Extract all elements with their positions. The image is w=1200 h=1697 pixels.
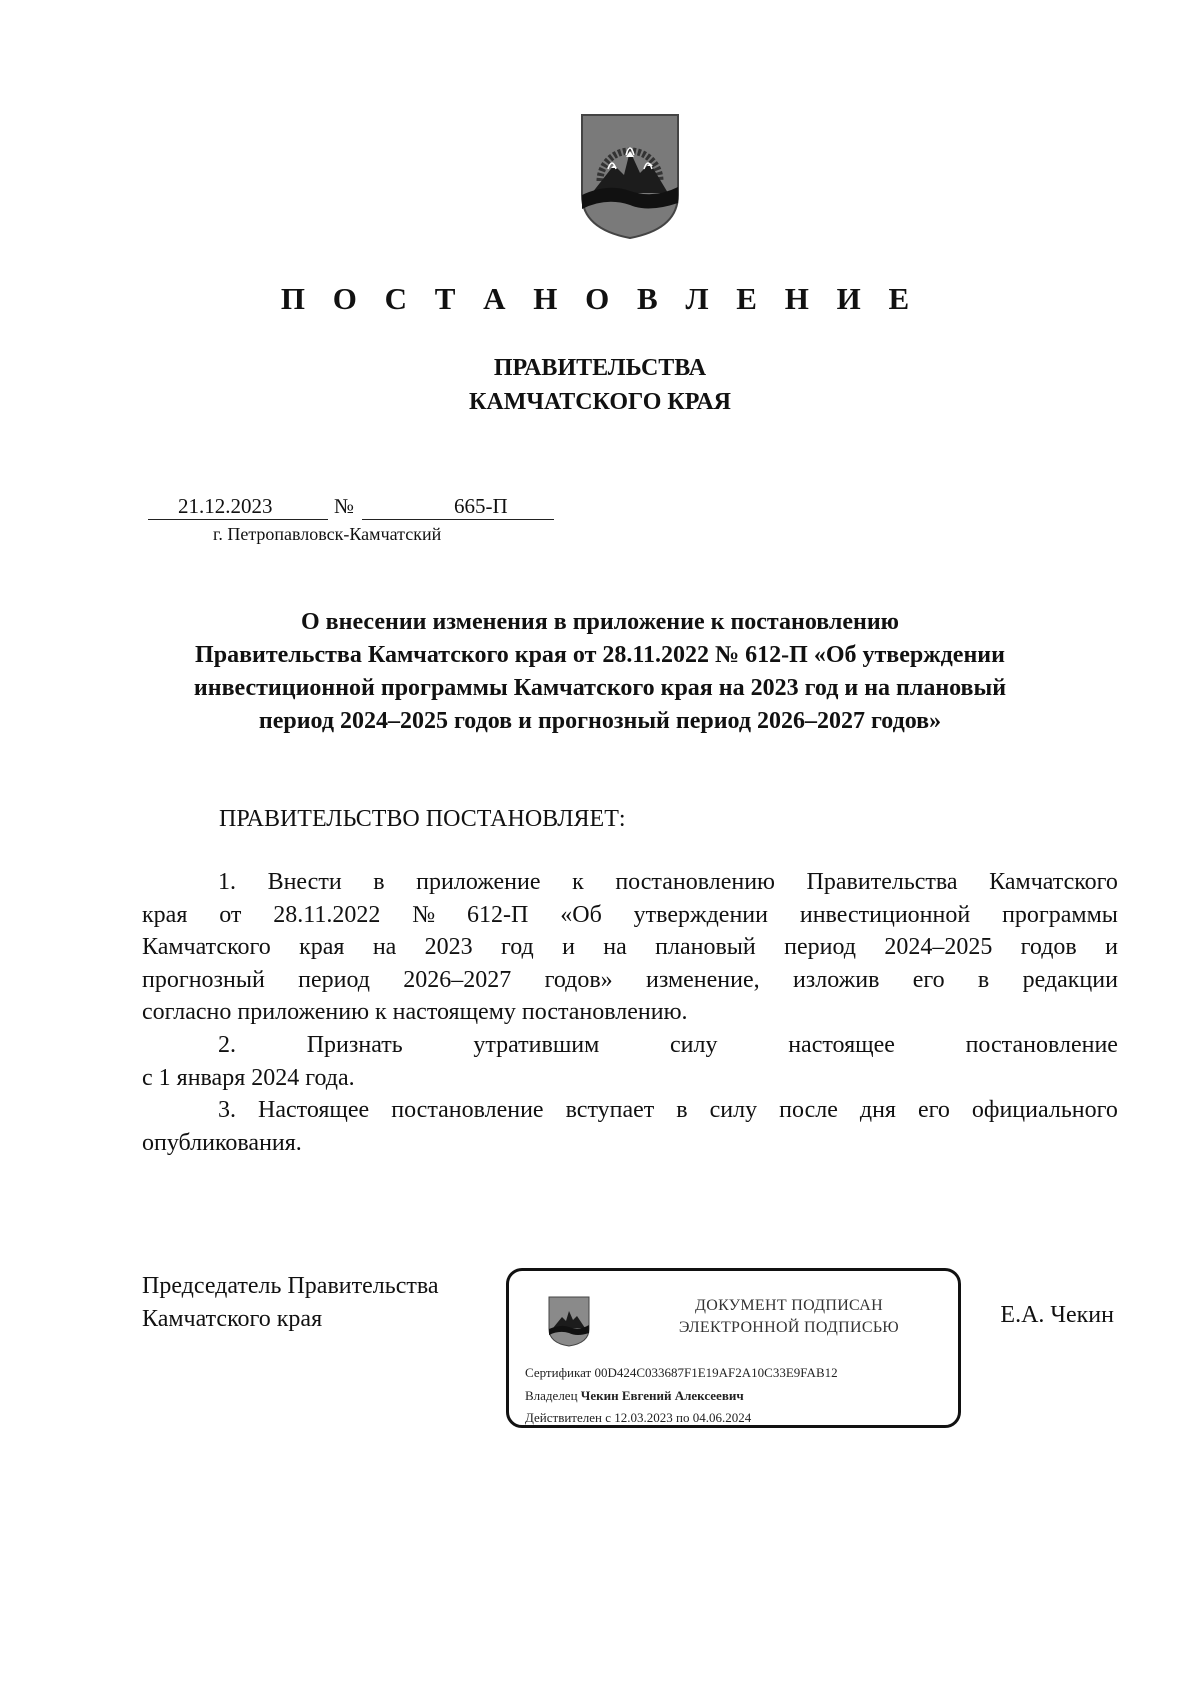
word: программы — [1002, 901, 1118, 928]
word: от — [219, 901, 242, 928]
word: 2024–2025 — [884, 934, 993, 961]
word: постановление — [965, 1031, 1118, 1058]
number-sign: № — [334, 494, 355, 518]
word: утверждении — [633, 901, 768, 928]
word: период — [784, 934, 856, 961]
signer-name: Е.А. Чекин — [1000, 1302, 1114, 1328]
kamchatka-coat-of-arms-icon — [578, 111, 682, 241]
paragraph-line — [142, 866, 1118, 899]
decree-body — [142, 866, 1118, 1159]
word: края — [299, 934, 345, 961]
word: после — [779, 1097, 838, 1124]
word: в — [373, 869, 385, 895]
issuer-line-1: ПРАВИТЕЛЬСТВА — [493, 355, 707, 381]
city-name: г. Петропавловск-Камчатский — [213, 524, 442, 544]
word: изменение, — [645, 966, 760, 993]
word: 1. — [218, 869, 236, 895]
word: настоящее — [788, 1031, 895, 1058]
word: плановый — [655, 934, 756, 961]
certificate-value: 00D424C033687F1E19AF2A10C33E9FAB12 — [594, 1365, 838, 1380]
word: Настоящее — [258, 1097, 370, 1124]
decree-phrase: ПРАВИТЕЛЬСТВО ПОСТАНОВЛЯЕТ: — [219, 806, 626, 832]
word: его — [912, 966, 945, 993]
stamp-title — [619, 1295, 959, 1339]
word: постановление — [391, 1097, 544, 1124]
validity-to-date: 04.06.2024 — [692, 1410, 752, 1425]
word: 2. — [218, 1031, 236, 1058]
word: Внести — [267, 869, 342, 895]
word: 3. — [218, 1097, 236, 1124]
subject-line: период 2024–2025 годов и прогнозный период 2026–2027 годов» — [258, 708, 942, 734]
word: прогнозный — [142, 966, 265, 993]
word: постановлению — [615, 869, 775, 895]
validity-row — [525, 1410, 751, 1426]
word: дня — [859, 1097, 896, 1124]
word: изложив — [792, 966, 880, 993]
word: Камчатского — [989, 869, 1118, 895]
document-type-title: П О С Т А Н О В Л Е Н И Е — [280, 281, 920, 316]
certificate-row — [525, 1365, 838, 1381]
subject-line: О внесении изменения в приложение к постановлению — [301, 609, 899, 635]
validity-from-word: с — [605, 1410, 611, 1425]
paragraph-line: согласно приложению к настоящему постановлению. — [142, 999, 688, 1026]
validity-from-date: 12.03.2023 — [614, 1410, 673, 1425]
word: и — [1105, 934, 1118, 961]
word: 612-П — [467, 901, 529, 928]
owner-label: Владелец — [525, 1388, 578, 1403]
word: Признать — [306, 1031, 403, 1058]
certificate-label: Сертификат — [525, 1365, 592, 1380]
validity-label: Действителен — [525, 1410, 602, 1425]
word: инвестиционной — [799, 901, 971, 928]
owner-row — [525, 1388, 744, 1404]
subject-line: инвестиционной программы Камчатского края на 2023 год и на плановый — [193, 675, 1007, 701]
paragraph-line — [142, 1029, 1118, 1062]
word: Камчатского — [142, 934, 271, 961]
word: его — [917, 1097, 950, 1124]
stamp-title-line: ЭЛЕКТРОННОЙ ПОДПИСЬЮ — [678, 1319, 900, 1336]
signer-position-line: Камчатского края — [142, 1306, 323, 1332]
paragraph-line — [142, 1094, 1118, 1127]
word: к — [572, 869, 584, 895]
word: на — [603, 934, 627, 961]
stamp-emblem-icon — [547, 1295, 591, 1347]
document-date: 21.12.2023 — [178, 494, 273, 518]
word: годов» — [544, 966, 613, 993]
word: и — [562, 934, 575, 961]
electronic-signature-stamp — [506, 1268, 961, 1428]
word: в — [676, 1097, 688, 1124]
word: Правительства — [806, 869, 958, 895]
word: 2023 — [424, 934, 473, 961]
signer-position — [142, 1270, 439, 1336]
word: приложение — [416, 869, 541, 895]
paragraph-line: с 1 января 2024 года. — [142, 1064, 355, 1091]
word: 2026–2027 — [403, 966, 512, 993]
word: вступает — [565, 1097, 655, 1124]
document-number: 665-П — [454, 494, 508, 518]
owner-value: Чекин Евгений Алексеевич — [580, 1388, 744, 1403]
word: период — [298, 966, 370, 993]
word: края — [142, 901, 188, 928]
word: «Об — [560, 901, 602, 928]
word: редакции — [1022, 966, 1118, 993]
paragraph-line — [142, 931, 1118, 964]
word: официального — [971, 1097, 1118, 1124]
word: год — [501, 934, 534, 961]
paragraph-line — [142, 964, 1118, 997]
word: силу — [709, 1097, 758, 1124]
word: в — [977, 966, 990, 993]
word: на — [372, 934, 397, 961]
signer-position-line: Председатель Правительства — [142, 1273, 439, 1299]
stamp-title-line: ДОКУМЕНТ ПОДПИСАН — [695, 1297, 883, 1314]
issuer-line-2: КАМЧАТСКОГО КРАЯ — [468, 389, 732, 415]
validity-to-word: по — [676, 1410, 690, 1425]
paragraph-line: опубликования. — [142, 1129, 302, 1156]
date-underline — [148, 519, 328, 520]
word: 28.11.2022 — [273, 901, 381, 928]
subject-line: Правительства Камчатского края от 28.11.2022 № 612-П «Об утверждении — [195, 642, 1005, 668]
word: силу — [670, 1031, 718, 1058]
word: № — [412, 901, 436, 928]
paragraph-line — [142, 899, 1118, 932]
word: утратившим — [473, 1031, 600, 1058]
word: годов — [1020, 934, 1077, 961]
number-underline — [362, 519, 554, 520]
document-subject — [140, 606, 1060, 738]
